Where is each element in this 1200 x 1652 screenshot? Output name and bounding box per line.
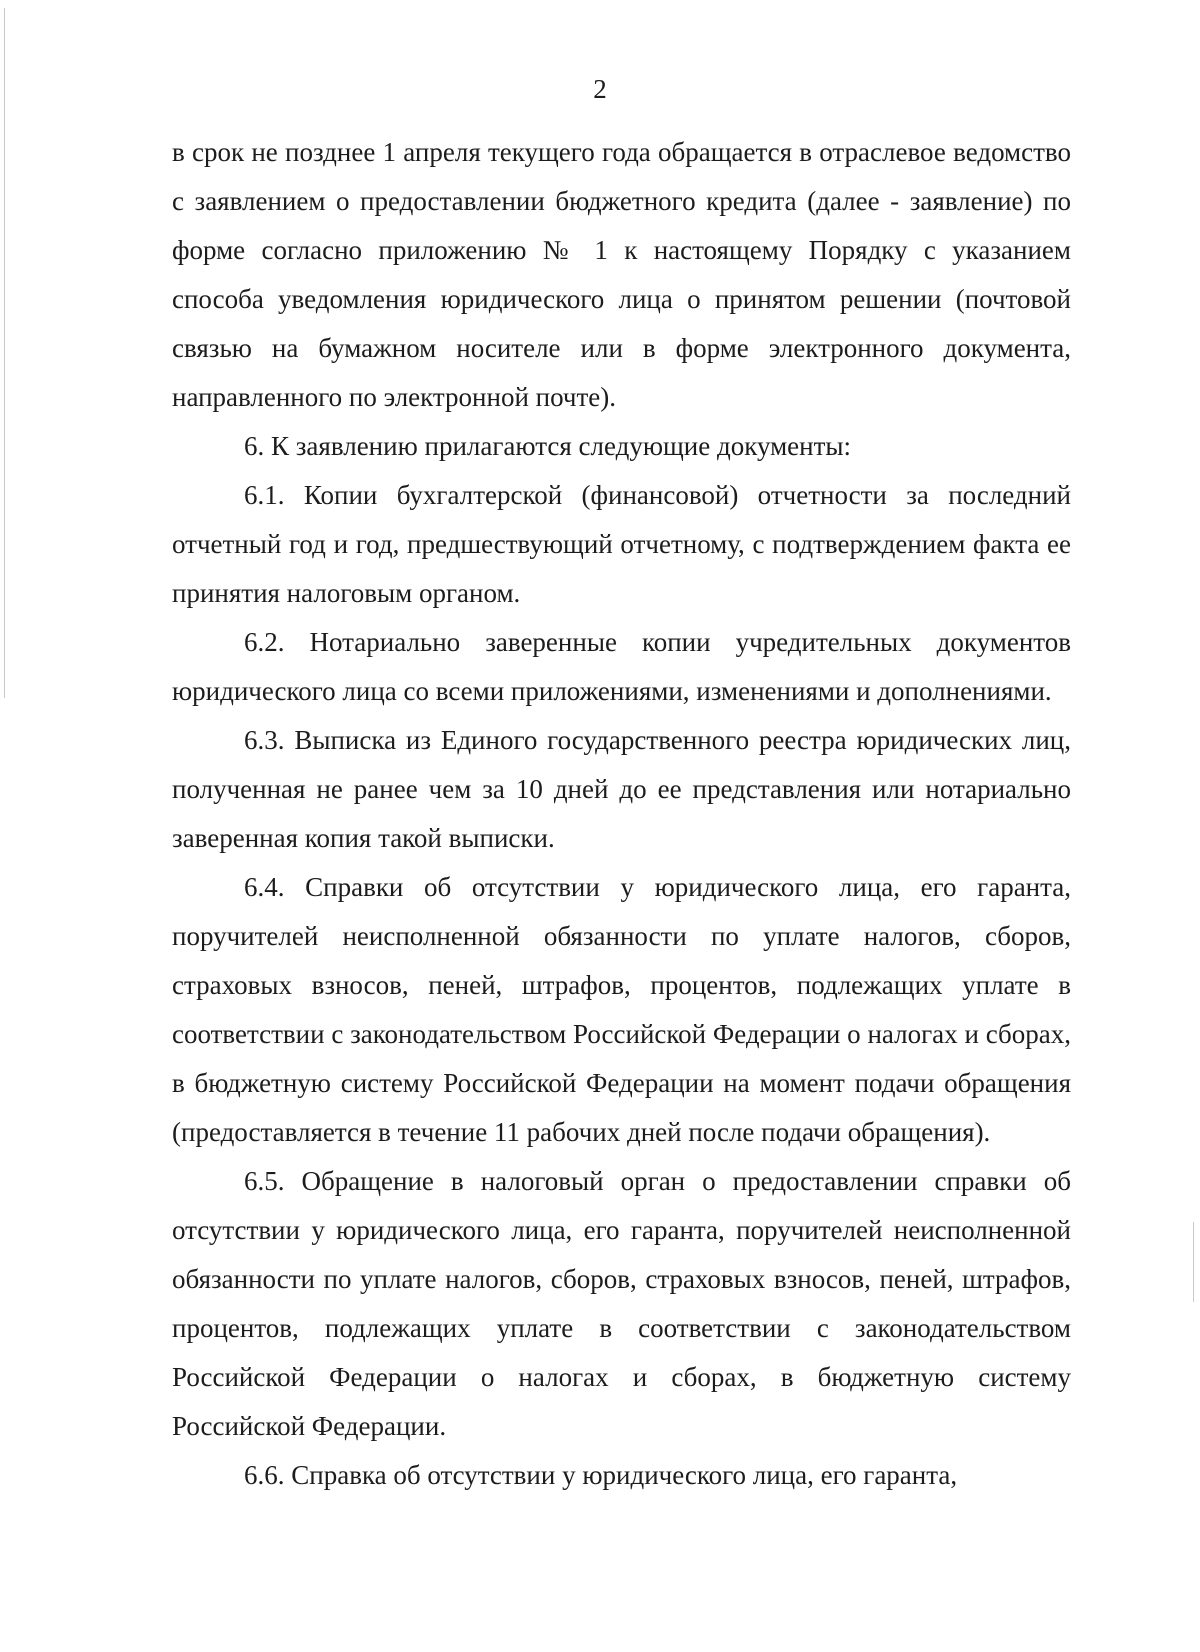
- paragraph-6-4: 6.4. Справки об отсутствии у юридического лица, его гаранта, поручителей неисполненной обязанности по уплате налогов, сборов, страховых взносов, пеней, штрафов, процентов, подлежащих уплате в соответствии с законодательством Российской Федерации о налогах и сборах, в бюджетную систему Российской Федерации на момент подачи обращения (предоставляется в течение 11 рабочих дней после подачи обращения).: [172, 872, 1071, 1147]
- scan-edge-left: [4, 8, 5, 698]
- paragraph-6-6: 6.6. Справка об отсутствии у юридического лица, его гаранта,: [244, 1460, 958, 1490]
- document-body: [172, 128, 1071, 1500]
- paragraph-6: 6. К заявлению прилагаются следующие документы:: [244, 431, 852, 461]
- paragraph-6-2: 6.2. Нотариально заверенные копии учредительных документов юридического лица со всеми приложениями, изменениями и дополнениями.: [172, 627, 1071, 706]
- paragraph-6-1: 6.1. Копии бухгалтерской (финансовой) отчетности за последний отчетный год и год, предшествующий отчетному, с подтверждением факта ее принятия налоговым органом.: [172, 480, 1071, 608]
- paragraph-6-5: 6.5. Обращение в налоговый орган о предоставлении справки об отсутствии у юридического лица, его гаранта, поручителей неисполненной обязанности по уплате налогов, сборов, страховых взносов, пеней, штрафов, процентов, подлежащих уплате в соответствии с законодательством Российской Федерации о налогах и сборах, в бюджетную систему Российской Федерации.: [172, 1166, 1071, 1441]
- scan-edge-right: [1193, 1222, 1194, 1302]
- paragraph-6-3: 6.3. Выписка из Единого государственного реестра юридических лиц, полученная не ранее чем за 10 дней до ее представления или нотариально заверенная копия такой выписки.: [172, 725, 1071, 853]
- page-number: 2: [593, 74, 607, 104]
- paragraph-continuation: в срок не позднее 1 апреля текущего года обращается в отраслевое ведомство с заявлением о предоставлении бюджетного кредита (далее - заявление) по форме согласно приложению № 1 к настоящему Порядку с указанием способа уведомления юридического лица о принятом решении (почтовой связью на бумажном носителе или в форме электронного документа, направленного по электронной почте).: [172, 137, 1071, 412]
